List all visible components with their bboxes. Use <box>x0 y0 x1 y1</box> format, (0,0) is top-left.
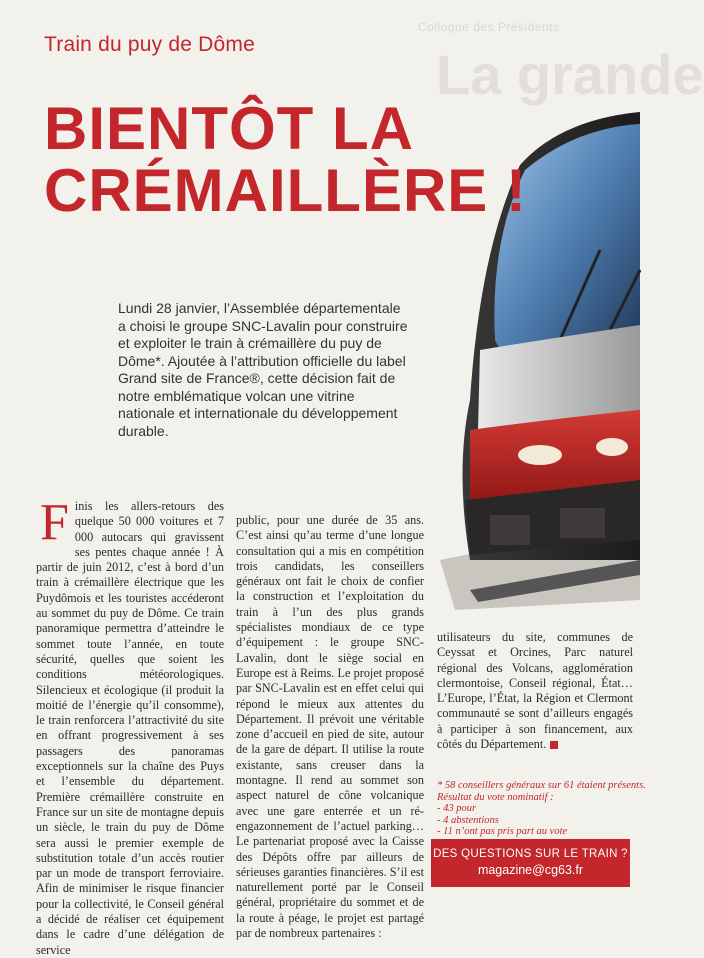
footnote-line-2: Résultat du vote nominatif : <box>437 791 554 803</box>
body-column-3-text: utilisateurs du site, communes de Ceyssat et Orcines, Parc naturel régional des Volcans, agglomération clermontoise, Conseil régional, État… L’Europe, l’État, la Région et Clermont communauté se sont d’ailleurs engagés à participer à son financement, aux côtés du Département. <box>437 630 633 752</box>
headline-line-2: CRÉMAILLÈRE ! <box>44 157 527 224</box>
headline-line-1: BIENTÔT LA <box>44 95 414 162</box>
footnote <box>437 780 646 838</box>
body-column-1-text: inis les allers-retours des quelque 50 000 voitures et 7 000 autocars qui gravissent ses pentes chaque année ! À partir de juin 2012, c’est à bord d’un train à crémaillère électrique que les Puydômois et les touristes accéderont au sommet du puy de Dôme. Ce train panoramique permettra d’atteindre le sommet toute l’année, en toute sécurité, quelles que soient les conditions météorologiques. Silencieux et écologique (il produit la moitié de l’énergie qu’il consomme), le train renforcera l’attractivité du site en offrant progressivement à ses passagers des panoramas exceptionnels sur la chaîne des Puys et l’ensemble du département. Première crémaillère construite en France sur un site de montagne depuis un siècle, le train du puy de Dôme sera aussi le premier exemple de substitution totale d’un accès routier par un mode de transport ferroviaire. Afin de minimiser le risque financier pour la collectivité, le Conseil général a décidé de réaliser cet équipement dans le cadre d’une délégation de service <box>36 499 224 957</box>
body-column-1 <box>36 494 224 958</box>
facing-page-ghost-text: Colloque des Présidents <box>418 20 560 34</box>
facing-page-ghost-title: La grande <box>436 43 704 106</box>
section-title: Train du puy de Dôme <box>44 33 255 56</box>
intro-paragraph: Lundi 28 janvier, l’Assemblée départementale a choisi le groupe SNC-Lavalin pour construire et exploiter le train à crémaillère du puy de Dôme*. Ajoutée à l’attribution officielle du label Grand site de France®, cette décision fait de notre emblématique volcan une vitrine nationale et internationale du développement durable. <box>118 300 408 439</box>
body-column-3 <box>437 630 633 752</box>
contact-email-link[interactable]: magazine@cg63.fr <box>477 863 584 877</box>
footnote-line-1: * 58 conseillers généraux sur 61 étaient présents. <box>437 780 646 791</box>
footnote-line-4: - 4 abstentions <box>437 814 499 826</box>
footnote-line-3: - 43 pour <box>437 803 477 814</box>
callout-title: DES QUESTIONS SUR LE TRAIN ? <box>433 848 628 860</box>
footnote-line-5: - 11 n’ont pas pris part au vote <box>437 826 568 837</box>
body-column-2: public, pour une durée de 35 ans. C’est ainsi qu’au terme d’une longue consultation qui a mis en compétition trois candidats, les conseillers généraux ont fait le choix de confier la construction et l’exploitation du train à l’un des plus grands spécialistes mondiaux de ce type d’équipement : le groupe SNC-Lavalin, dont le siège social en Europe est à Reims. Le projet proposé par SNC-Lavalin est en effet celui qui répond le mieux aux attentes du Département. Il prévoit une véritable zone d’accueil en pied de site, autour de la gare de départ. Il utilise la route existante, sans creuser dans la montagne. Il rend au sommet son aspect naturel de cône volcanique avec une gare enterrée et un ré-engazonnement de l’actuel parking… Le partenariat proposé avec la Caisse des Dépôts offre par ailleurs de sérieuses garanties financières. S’il est naturellement porté par le Conseil général, propriétaire du sommet et de la route à péage, le projet est partagé par de nombreux partenaires : <box>236 513 424 941</box>
headline <box>44 95 544 224</box>
drop-cap: F <box>40 494 69 551</box>
questions-callout <box>431 839 630 887</box>
end-mark-icon <box>550 741 558 749</box>
